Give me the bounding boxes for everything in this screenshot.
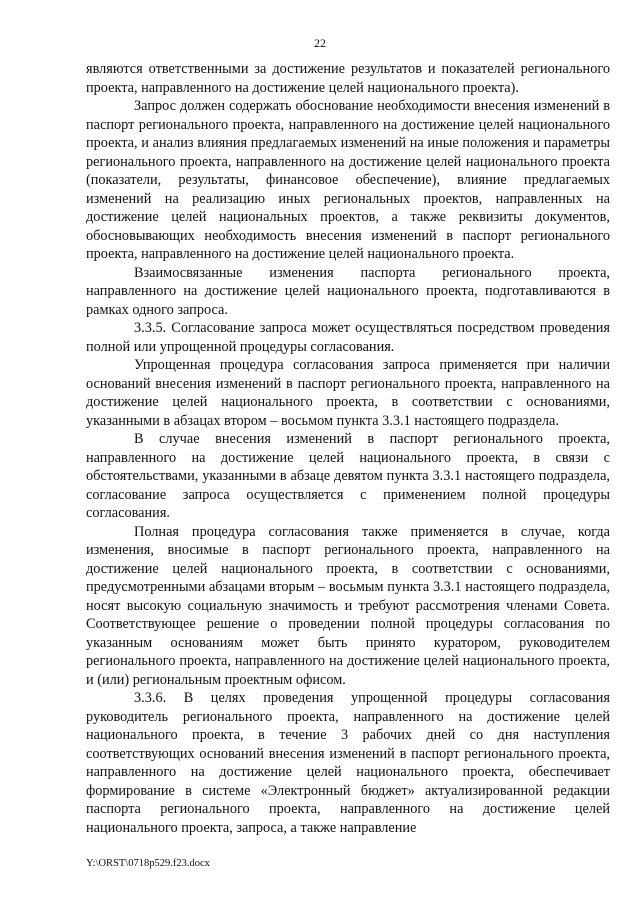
paragraph-3-3-6: 3.3.6. В целях проведения упрощенной процедуры согласования руководитель регионального проекта, направленного на достижение целей национального проекта, в течение 3 рабочих дней со дня наступления соответствующих оснований внесения изменений в паспорт регионального проекта, направленного на достижение целей национального проекта, обеспечивает формирование в системе «Электронный бюджет» актуализированной редакции паспорта регионального проекта, направленного на достижение целей национального проекта, запроса, а также направление <box>86 690 610 836</box>
paragraph-3-3-5: 3.3.5. Согласование запроса может осуществляться посредством проведения полной или упрощенной процедуры согласования. <box>86 320 610 355</box>
file-path-footer: Y:\ORST\0718p529.f23.docx <box>86 858 210 869</box>
paragraph-continuation: являются ответственными за достижение результатов и показателей регионального проекта, направленного на достижение целей национального проекта). <box>86 61 610 96</box>
page-number: 22 <box>314 36 326 50</box>
paragraph-related-changes: Взаимосвязанные изменения паспорта регионального проекта, направленного на достижение целей национального проекта, подготавливаются в рамках одного запроса. <box>86 264 610 318</box>
paragraph-request-justification: Запрос должен содержать обоснование необходимости внесения изменений в паспорт регионального проекта, направленного на достижение целей национального проекта, и анализ влияния предлагаемых изменений на иные положения и параметры регионального проекта, направленного на достижение целей национального проекта (показатели, результаты, финансовое обеспечение), влияние предлагаемых изменений на реализацию иных региональных проектов, направленных на достижение целей национальных проектов, а также реквизиты документов, обосновывающих необходимость внесения изменений в паспорт регионального проекта, направленного на достижение целей национального проекта. <box>86 98 610 262</box>
paragraph-simplified-procedure: Упрощенная процедура согласования запроса применяется при наличии оснований внесения изменений в паспорт регионального проекта, направленного на достижение целей национального проекта, в соответствии с основаниями, указанными в абзацах втором – восьмом пункта 3.3.1 настоящего подраздела. <box>86 357 610 429</box>
paragraph-full-procedure-also: Полная процедура согласования также применяется в случае, когда изменения, вносимые в паспорт регионального проекта, направленного на достижение целей национального проекта, в соответствии с основаниями, предусмотренными абзацами вторым – восьмым пункта 3.3.1 настоящего подраздела, носят высокую социальную значимость и требуют рассмотрения членами Совета. Соответствующее решение о проведении полной процедуры согласования по указанным основаниям может быть принято куратором, руководителем регионального проекта, направленного на достижение целей национального проекта, и (или) региональным проектным офисом. <box>86 523 610 688</box>
paragraph-full-procedure-case: В случае внесения изменений в паспорт регионального проекта, направленного на достижение целей национального проекта, в связи с обстоятельствами, указанными в абзаце девятом пункта 3.3.1 настоящего подраздела, согласование запроса осуществляется с применением полной процедуры согласования. <box>86 431 610 521</box>
document-body <box>86 60 610 837</box>
